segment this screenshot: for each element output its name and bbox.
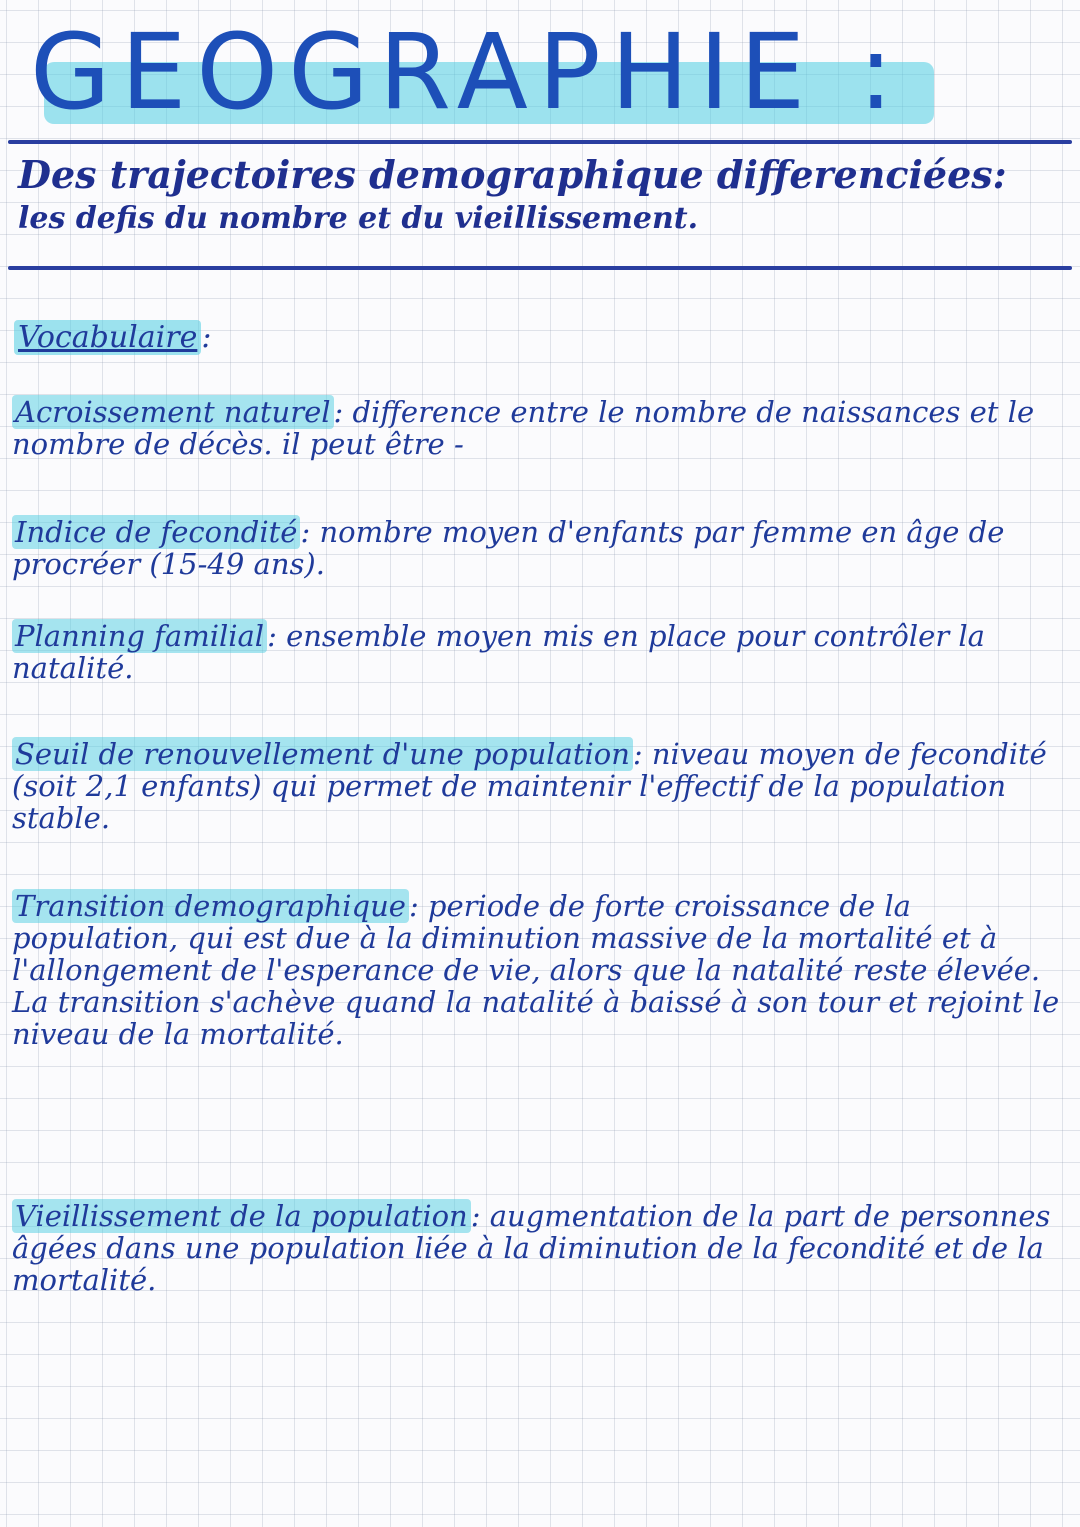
divider-line-bottom — [8, 266, 1072, 270]
title-text: GEOGRAPHIE : — [30, 11, 904, 133]
subtitle-line-1: Des trajectoires demographique differenciées: — [18, 152, 1007, 197]
vocab-entry-planning-familial — [12, 620, 1062, 684]
page-title — [30, 12, 1050, 132]
vocab-entry-accroissement — [12, 396, 1062, 460]
divider-line-top — [8, 140, 1072, 144]
vocab-term: Vieillissement de la population — [12, 1199, 471, 1233]
vocab-definition: : niveau moyen de fecondité (soit 2,1 enfants) qui permet de maintenir l'effectif de la population stable. — [12, 737, 1047, 835]
vocab-entry-indice-fecondite — [12, 516, 1062, 580]
vocab-definition: : ensemble moyen mis en place pour contrôler la natalité. — [12, 619, 985, 685]
vocab-term: Indice de fecondité — [12, 515, 300, 549]
vocab-definition: : nombre moyen d'enfants par femme en âge de procréer (15-49 ans). — [12, 515, 1005, 581]
chapter-subtitle — [18, 150, 1068, 238]
vocab-term: Planning familial — [12, 619, 267, 653]
vocab-definition: : periode de forte croissance de la population, qui est due à la diminution massive de la mortalité et à l'allongement de l'esperance de vie, alors que la natalité reste élevée. La transition s'achève quand la natalité à baissé à son tour et rejoint le niveau de la mortalité. — [12, 889, 1060, 1051]
vocab-term: Transition demographique — [12, 889, 409, 923]
vocab-entry-transition-demographique — [12, 890, 1062, 1050]
vocabulary-heading-text: Vocabulaire — [14, 320, 201, 355]
vocab-definition: : difference entre le nombre de naissances et le nombre de décès. il peut être - — [12, 395, 1035, 461]
vocab-definition: : augmentation de la part de personnes âgées dans une population liée à la diminution de la fecondité et de la mortalité. — [12, 1199, 1051, 1297]
vocab-term: Acroissement naturel — [12, 395, 334, 429]
vocab-term: Seuil de renouvellement d'une population — [12, 737, 633, 771]
vocab-entry-vieillissement — [12, 1200, 1062, 1296]
subtitle-line-2: les defis du nombre et du vieillissement. — [18, 201, 699, 236]
vocab-entry-seuil-renouvellement — [12, 738, 1062, 834]
vocabulary-heading — [14, 318, 211, 358]
heading-colon: : — [201, 320, 212, 355]
